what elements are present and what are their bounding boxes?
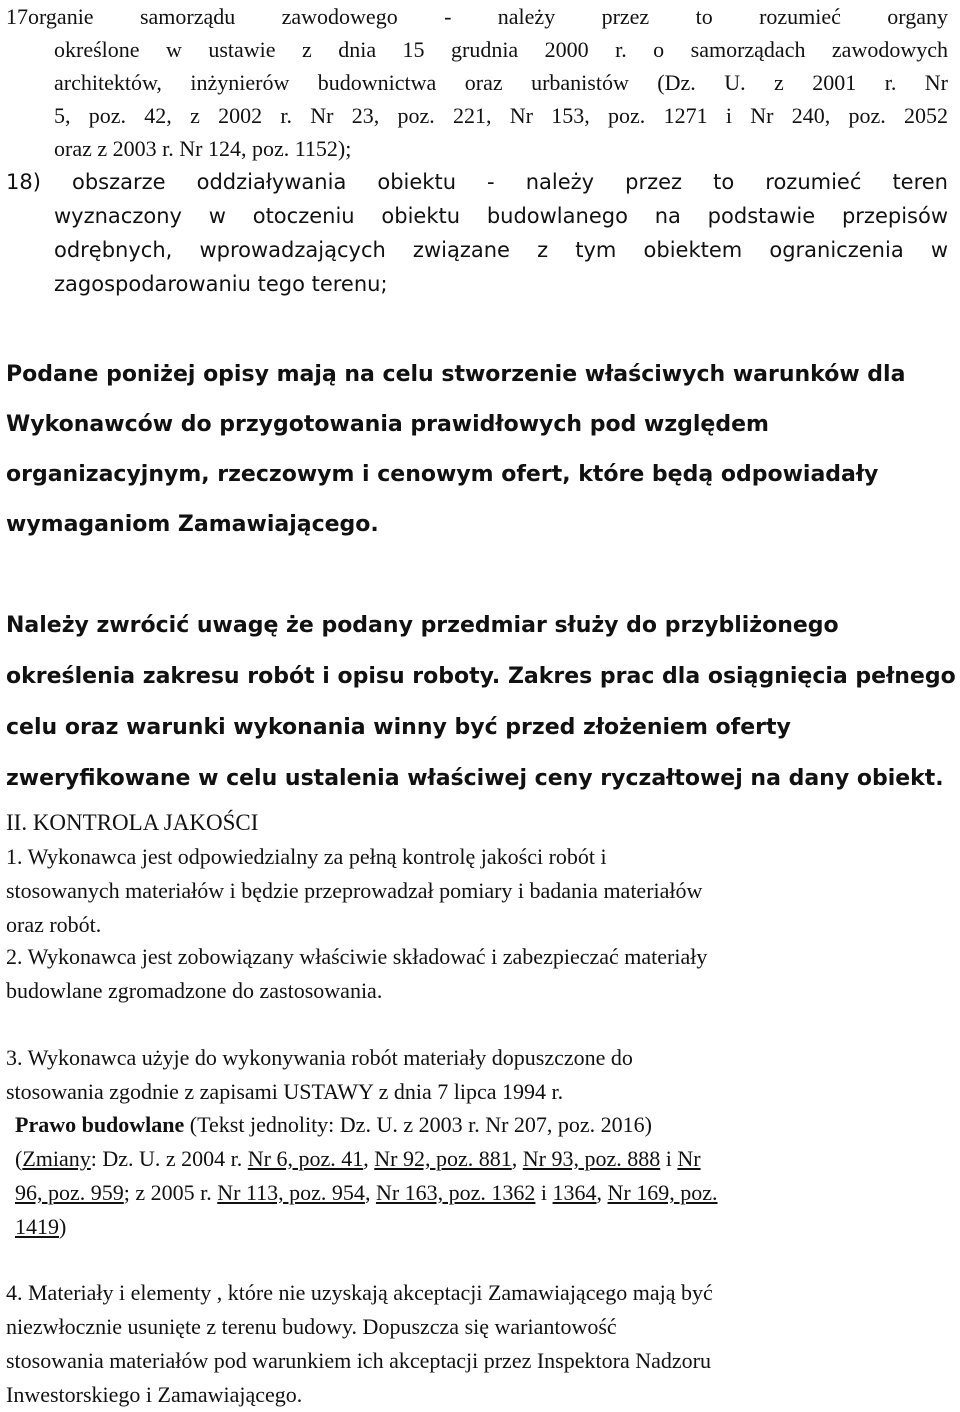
text-line: oraz robót. [6,912,102,937]
notice-paragraph-1 [6,350,948,550]
definition-17 [6,0,948,165]
law-link[interactable]: Nr [677,1146,701,1171]
text-line: wyznaczony w otoczeniu obiektu budowlanego na podstawie przepisów [54,204,948,228]
law-link[interactable]: 1419 [15,1214,59,1239]
definition-18 [6,165,948,301]
text-segment: , [596,1180,608,1205]
text-line: 4. Materiały i elementy , które nie uzyskają akceptacji Zamawiającego mają być [6,1280,713,1305]
text-line: Podane poniżej opisy mają na celu stworzenie właściwych warunków dla [6,362,906,387]
law-link[interactable]: Nr 163, poz. 1362 [375,1180,536,1205]
text-line [15,1142,948,1176]
law-link[interactable]: Nr 6, poz. 41 [247,1146,364,1171]
text-segment: określenia zakresu robót i opisu roboty. [6,664,501,689]
text-line [15,1210,948,1244]
law-link[interactable]: 96, poz. 959 [15,1180,124,1205]
text-line: Inwestorskiego i Zamawiającego. [6,1382,303,1407]
section-heading [6,806,948,840]
list-item-3 [6,1041,948,1109]
law-link[interactable]: Nr 169, poz. [607,1180,718,1205]
text-line: Wykonawców do przygotowania prawidłowych pod względem [6,412,769,437]
text-line: celu oraz warunki wykonania winny być przed złożeniem oferty [6,715,791,740]
text-line: 3. Wykonawca użyje do wykonywania robót materiały dopuszczone do [6,1045,633,1070]
text-segment: ) [59,1214,67,1239]
text-line: Należy zwrócić uwagę że podany przedmiar służy do przybliżonego [6,613,839,638]
list-item-2 [6,940,948,1008]
text-segment: ( [15,1146,23,1171]
text-segment: i [660,1146,678,1171]
text-line: niezwłocznie usunięte z terenu budowy. Dopuszcza się wariantowość [6,1314,617,1339]
text-line: stosowania zgodnie z zapisami USTAWY z dnia 7 lipca 1994 r. [6,1079,564,1104]
law-title: Prawo budowlane [15,1112,185,1137]
text-line: stosowanych materiałów i będzie przeprowadzał pomiary i badania materiałów [6,878,703,903]
text-line: architektów, inżynierów budownictwa oraz urbanistów (Dz. U. z 2001 r. Nr [54,70,948,95]
list-item-1 [6,840,948,942]
zmiany-link[interactable]: Zmiany [22,1146,91,1171]
text-segment: i [535,1180,553,1205]
text-segment: (Tekst jednolity: Dz. U. z 2003 r. Nr 207, poz. 2016) [184,1112,653,1137]
text-line [15,1176,948,1210]
text-line: 1. Wykonawca jest odpowiedzialny za pełną kontrolę jakości robót i [6,844,607,869]
text-line: 5, poz. 42, z 2002 r. Nr 23, poz. 221, Nr 153, poz. 1271 i Nr 240, poz. 2052 [54,103,948,128]
law-link[interactable]: 1364 [552,1180,597,1205]
text-line: określone w ustawie z dnia 15 grudnia 2000 r. o samorządach zawodowych [54,37,948,62]
text-line: wymaganiom Zamawiającego. [6,512,379,537]
text-line: odrębnych, wprowadzających związane z tym obiektem ograniczenia w [54,238,948,262]
text-line: oraz z 2003 r. Nr 124, poz. 1152); [54,136,352,161]
text-line: 18) obszarze oddziaływania obiektu - należy przez to rozumieć teren [6,170,948,194]
text-line: budowlane zgromadzone do zastosowania. [6,978,383,1003]
text-segment: Zakres prac dla osiągnięcia pełnego [500,664,956,689]
text-line: 2. Wykonawca jest zobowiązany właściwie składować i zabezpieczać materiały [6,944,708,969]
notice-paragraph-2 [6,600,956,804]
list-item-4 [6,1276,948,1412]
law-link[interactable]: Nr 92, poz. 881 [374,1146,512,1171]
law-link[interactable]: Nr 113, poz. 954 [217,1180,365,1205]
text-line: organizacyjnym, rzeczowym i cenowym ofert, które będą odpowiadały [6,462,879,487]
law-reference [15,1108,948,1244]
text-line: zweryfikowane w celu ustalenia właściwej ceny ryczałtowej na dany obiekt. [6,766,944,791]
text-segment: , [364,1180,376,1205]
text-line [15,1108,948,1142]
text-line: zagospodarowaniu tego terenu; [54,272,388,296]
law-link[interactable]: Nr 93, poz. 888 [522,1146,661,1171]
text-segment: ; z 2005 r. [123,1180,218,1205]
text-line: 17organie samorządu zawodowego - należy przez to rozumieć organy [6,4,948,29]
text-segment: : Dz. U. z 2004 r. [90,1146,248,1171]
text-line [6,651,956,702]
text-line: stosowania materiałów pod warunkiem ich akceptacji przez Inspektora Nadzoru [6,1348,711,1373]
text-segment: , [363,1146,375,1171]
text-segment: , [511,1146,523,1171]
heading-text: II. KONTROLA JAKOŚCI [6,810,259,835]
